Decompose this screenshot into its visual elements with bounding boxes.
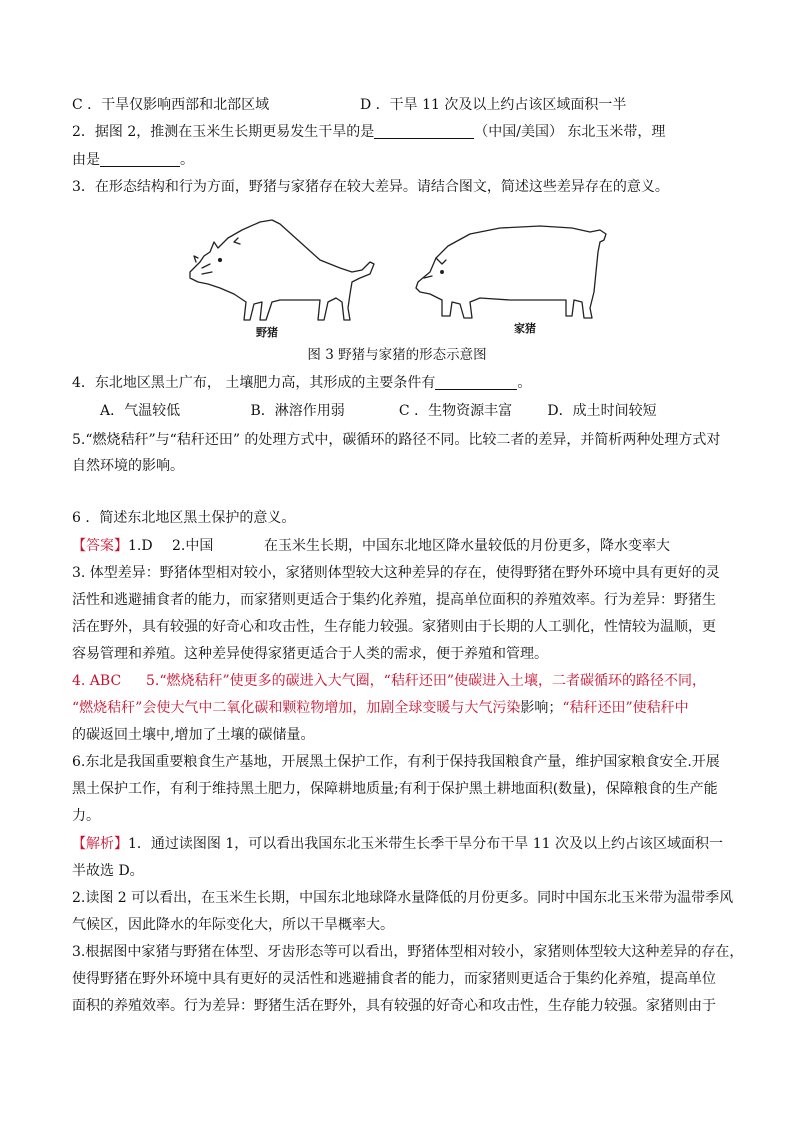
answer-3-line4: 容易管理和养殖。这种差异使得家猪更适合于人类的需求，便于养殖和管理。 xyxy=(72,646,548,662)
q4-option-d: D．成土时间较短 xyxy=(547,403,657,419)
q3-text: 3．在形态结构和行为方面，野猪与家猪存在较大差异。请结合图文，简述这些差异存在的意义。 xyxy=(72,179,669,195)
q5-line2: 自然环境的影响。 xyxy=(72,458,184,474)
answer-line1 xyxy=(72,533,732,559)
answer-4: 4. ABC xyxy=(72,673,122,689)
domestic-pig-drawing xyxy=(416,226,606,318)
answer-5-part1: 5.“燃烧秸秆”使更多的碳进入大气圈，“秸秆还田”使碳进入土壤，二者碳循环的路径不同， xyxy=(146,673,706,689)
answer-5-line2: “燃烧秸秆”会使大气中二氧化碳和颗粒物增加，加剧全球变暖与大气污染影响；“秸秆还田”使秸秆中 xyxy=(72,700,689,716)
pig-illustration xyxy=(180,212,620,347)
q1-options-row xyxy=(72,92,732,118)
q2-line2: 由是 。 xyxy=(72,152,194,168)
answer-6-line1: 6.东北是我国重要粮食生产基地，开展黑土保护工作，有利于保持我国粮食产量，维护国家粮食安全.开展 xyxy=(72,754,720,770)
q4-option-b: B．淋溶作用弱 xyxy=(250,403,345,419)
analysis-3-line3: 面积的养殖效率。行为差异：野猪生活在野外，具有较强的好奇心和攻击性，生存能力较强。家猪则由于 xyxy=(72,998,716,1014)
wild-pig-drawing xyxy=(190,220,374,320)
domestic-pig-label: 家猪 xyxy=(514,322,536,335)
analysis-2-line1: 2.读图 2 可以看出，在玉米生长期，中国东北地球降水量降低的月份更多。同时中国东北玉米带为温带季风 xyxy=(72,890,734,906)
q2-blank-reason xyxy=(100,150,180,167)
analysis-2-line2: 气候区，因此降水的年际变化大，所以干旱概率大。 xyxy=(72,917,394,933)
wild-pig-label: 野猪 xyxy=(256,326,278,339)
analysis-1-line1: 【解析】1．通过读图图 1，可以看出我国东北玉米带生长季干旱分布干旱 11 次及以上约占该区域面积一 xyxy=(72,836,723,852)
q6-text: 6 ．简述东北地区黑土保护的意义。 xyxy=(72,510,296,526)
q2-blank-country xyxy=(374,122,474,139)
answer-tag: 【答案】 xyxy=(72,538,128,554)
figure-3-caption: 图 3 野猪与家猪的形态示意图 xyxy=(307,347,487,363)
q2-line1: 2．据图 2，推测在玉米生长期更易发生干旱的是 （中国/美国） 东北玉米带，理 xyxy=(72,124,666,140)
answer-6-line3: 力。 xyxy=(72,808,100,824)
q4-options-row xyxy=(100,398,760,424)
analysis-3-line1: 3.根据图中家猪与野猪在体型、牙齿形态等可以看出，野猪体型相对较小，家猪则体型较大这种差异的存在， xyxy=(72,944,744,960)
answer-3-line3: 活在野外，具有较强的好奇心和攻击性，生存能力较强。家猪则由于长期的人工驯化，性情较为温顺，更 xyxy=(72,619,716,635)
q4-blank xyxy=(435,373,517,390)
q1-option-d: D ．干旱 11 次及以上约占该区域面积一半 xyxy=(360,97,627,113)
answer-4-5-line1 xyxy=(72,668,732,694)
answer-3-line2: 活性和逃避捕食者的能力，而家猪则更适合于集约化养殖，提高单位面积的养殖效率。行为差异：野猪生 xyxy=(72,592,716,608)
q1-option-c: C ．干旱仅影响西部和北部区域 xyxy=(72,97,270,113)
answer-2-reason: 在玉米生长期，中国东北地区降水量较低的月份更多，降水变率大 xyxy=(264,538,670,554)
analysis-tag: 【解析】 xyxy=(72,836,128,852)
q4-option-a: A．气温较低 xyxy=(100,403,181,419)
figure-3-pigs xyxy=(180,212,620,347)
analysis-3-line2: 使得野猪在野外环境中具有更好的灵活性和逃避捕食者的能力，而家猪则更适合于集约化养殖，提高单位 xyxy=(72,971,716,987)
q5-line1: 5.“燃烧秸秆”与“秸秆还田” 的处理方式中，碳循环的路径不同。比较二者的差异，并简析两种处理方式对 xyxy=(72,432,721,448)
answer-3-line1: 3. 体型差异：野猪体型相对较小，家猪则体型较大这种差异的存在，使得野猪在野外环境中具有更好的灵 xyxy=(72,565,720,581)
q4-stem: 4．东北地区黑土广布， 土壤肥力高，其形成的主要条件有 。 xyxy=(72,375,532,391)
answer-6-line2: 黑土保护工作，有利于维持黑土肥力，保障耕地质量;有利于保护黑土耕地面积(数量)，保障粮食的生产能 xyxy=(72,781,718,797)
answer-1: 1.D xyxy=(128,538,153,554)
answer-5-line3: 的碳返回土壤中,增加了土壤的碳储量。 xyxy=(72,727,315,743)
answer-2: 2.中国 xyxy=(172,538,214,554)
analysis-1-line2: 半故选 D。 xyxy=(72,863,144,879)
q4-option-c: C ．生物资源丰富 xyxy=(398,403,513,419)
